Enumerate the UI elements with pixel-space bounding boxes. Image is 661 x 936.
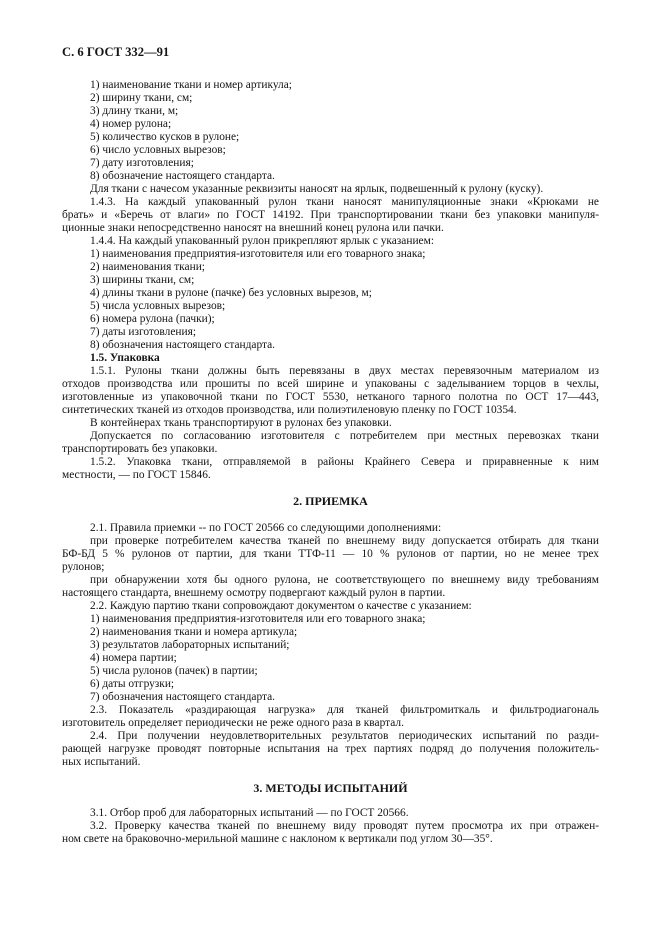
text-line: 2.1. Правила приемки -- по ГОСТ 20566 со следующими дополнениями:	[90, 522, 442, 534]
text-line: 1.5.1. Рулоны ткани должны быть перевязаны в двух местах перевязочным материалом из	[90, 365, 599, 377]
list-item: 2) наименования ткани и номера артикула;	[90, 626, 298, 638]
list-item: 7) даты изготовления;	[90, 326, 196, 338]
text-line: Для ткани с начесом указанные реквизиты наносят на ярлык, подвешенный к рулону (куску).	[90, 183, 544, 195]
list-item: 4) номер рулона;	[90, 118, 172, 130]
text-line: рулонов;	[62, 561, 105, 573]
text-line: БФ-БД 5 % рулонов от партии, для ткани ТТФ-11 — 10 % рулонов от партии, но не менее трех	[62, 548, 599, 560]
text-line: 2.2. Каждую партию ткани сопровождают документом о качестве с указанием:	[90, 600, 472, 612]
text-line: настоящего стандарта, внешнему осмотру подвергают каждый рулон в партии.	[62, 587, 446, 599]
text-line: В контейнерах ткань транспортируют в рулонах без упаковки.	[90, 417, 392, 429]
list-item: 5) числа рулонов (пачек) в партии;	[90, 665, 258, 677]
list-item: 8) обозначение настоящего стандарта.	[90, 170, 275, 182]
section-title: 3. МЕТОДЫ ИСПЫТАНИЙ	[253, 781, 408, 795]
text-line: при проверке потребителем качества тканей по внешнему виду допускается отбирать для ткани	[90, 535, 599, 547]
text-line: синтетических тканей из отходов производства, или полиэтиленовую пленку по ГОСТ 10354.	[62, 404, 517, 416]
text-line: изготовленные из упаковочной ткани по ГОСТ 5530, нетканого тарного полотна по ОСТ 17—443,	[62, 391, 599, 403]
list-item: 3) результатов лабораторных испытаний;	[90, 639, 290, 651]
list-item: 3) ширины ткани, см;	[90, 274, 195, 286]
list-item: 6) число условных вырезов;	[90, 144, 226, 156]
text-line: ционные знаки непосредственно наносят на внешний конец рулона или пачки.	[62, 222, 444, 234]
text-line: 2.4. При получении неудовлетворительных результатов периодических испытаний по разди-	[90, 730, 599, 742]
text-line: 1.4.4. На каждый упакованный рулон прикрепляют ярлык с указанием:	[90, 235, 434, 247]
text-line: 1.5.2. Упаковка ткани, отправляемой в районы Крайнего Севера и приравненные к ним	[90, 456, 599, 468]
text-line: ных испытаний.	[62, 756, 141, 768]
list-item: 1) наименования предприятия-изготовителя или его товарного знака;	[90, 248, 426, 260]
list-item: 8) обозначения настоящего стандарта.	[90, 339, 276, 351]
list-item: 6) номера рулона (пачки);	[90, 313, 215, 325]
text-line: ном свете на браковочно-мерильной машине с наклоном к вертикали под углом 30—35°.	[62, 833, 493, 845]
section-title: 2. ПРИЕМКА	[293, 494, 368, 508]
list-item: 3) длину ткани, м;	[90, 105, 179, 117]
text-line: 2.3. Показатель «раздирающая нагрузка» для тканей фильтромиткаль и фильтродиагональ	[90, 704, 599, 716]
text-line: 1.4.3. На каждый упакованный рулон ткани наносят манипуляционные знаки «Крюками не	[90, 196, 599, 208]
text-line: при обнаружении хотя бы одного рулона, не соответствующего по внешнему виду требованиям	[90, 574, 599, 586]
page-content	[62, 79, 599, 846]
text-line: брать» и «Беречь от влаги» по ГОСТ 14192. При транспортировании ткани без упаковки манипуля-	[62, 209, 599, 221]
list-item: 4) длины ткани в рулоне (пачке) без условных вырезов, м;	[90, 287, 372, 299]
text-line: транспортировать без упаковки.	[62, 443, 218, 455]
list-item: 2) ширину ткани, см;	[90, 92, 193, 104]
list-item: 2) наименования ткани;	[90, 261, 205, 273]
text-line: местности, — по ГОСТ 15846.	[62, 469, 211, 481]
list-item: 6) даты отгрузки;	[90, 678, 175, 690]
list-item: 1) наименования предприятия-изготовителя или его товарного знака;	[90, 613, 426, 625]
text-line: 3.2. Проверку качества тканей по внешнему виду проводят путем просмотра их при отражен-	[90, 820, 599, 832]
subsection-heading: 1.5. Упаковка	[90, 352, 160, 364]
list-item: 7) дату изготовления;	[90, 157, 194, 169]
list-item: 5) количество кусков в рулоне;	[90, 131, 240, 143]
text-line: 3.1. Отбор проб для лабораторных испытаний — по ГОСТ 20566.	[90, 807, 409, 819]
text-line: изготовитель определяет периодически не реже одного раза в квартал.	[62, 717, 404, 729]
list-item: 1) наименование ткани и номер артикула;	[90, 79, 292, 91]
text-line: Допускается по согласованию изготовителя с потребителем при местных перевозках ткани	[90, 430, 599, 442]
page-header: С. 6 ГОСТ 332—91	[62, 45, 170, 59]
text-line: отходов производства или прошиты по всей ширине и упакованы с заделыванием торцов в чехлы,	[62, 378, 599, 390]
list-item: 7) обозначения настоящего стандарта.	[90, 691, 276, 703]
list-item: 5) числа условных вырезов;	[90, 300, 226, 312]
list-item: 4) номера партии;	[90, 652, 177, 664]
text-line: рающей нагрузке проводят повторные испытания на трех партиях подряд до получения положитель-	[62, 743, 599, 755]
